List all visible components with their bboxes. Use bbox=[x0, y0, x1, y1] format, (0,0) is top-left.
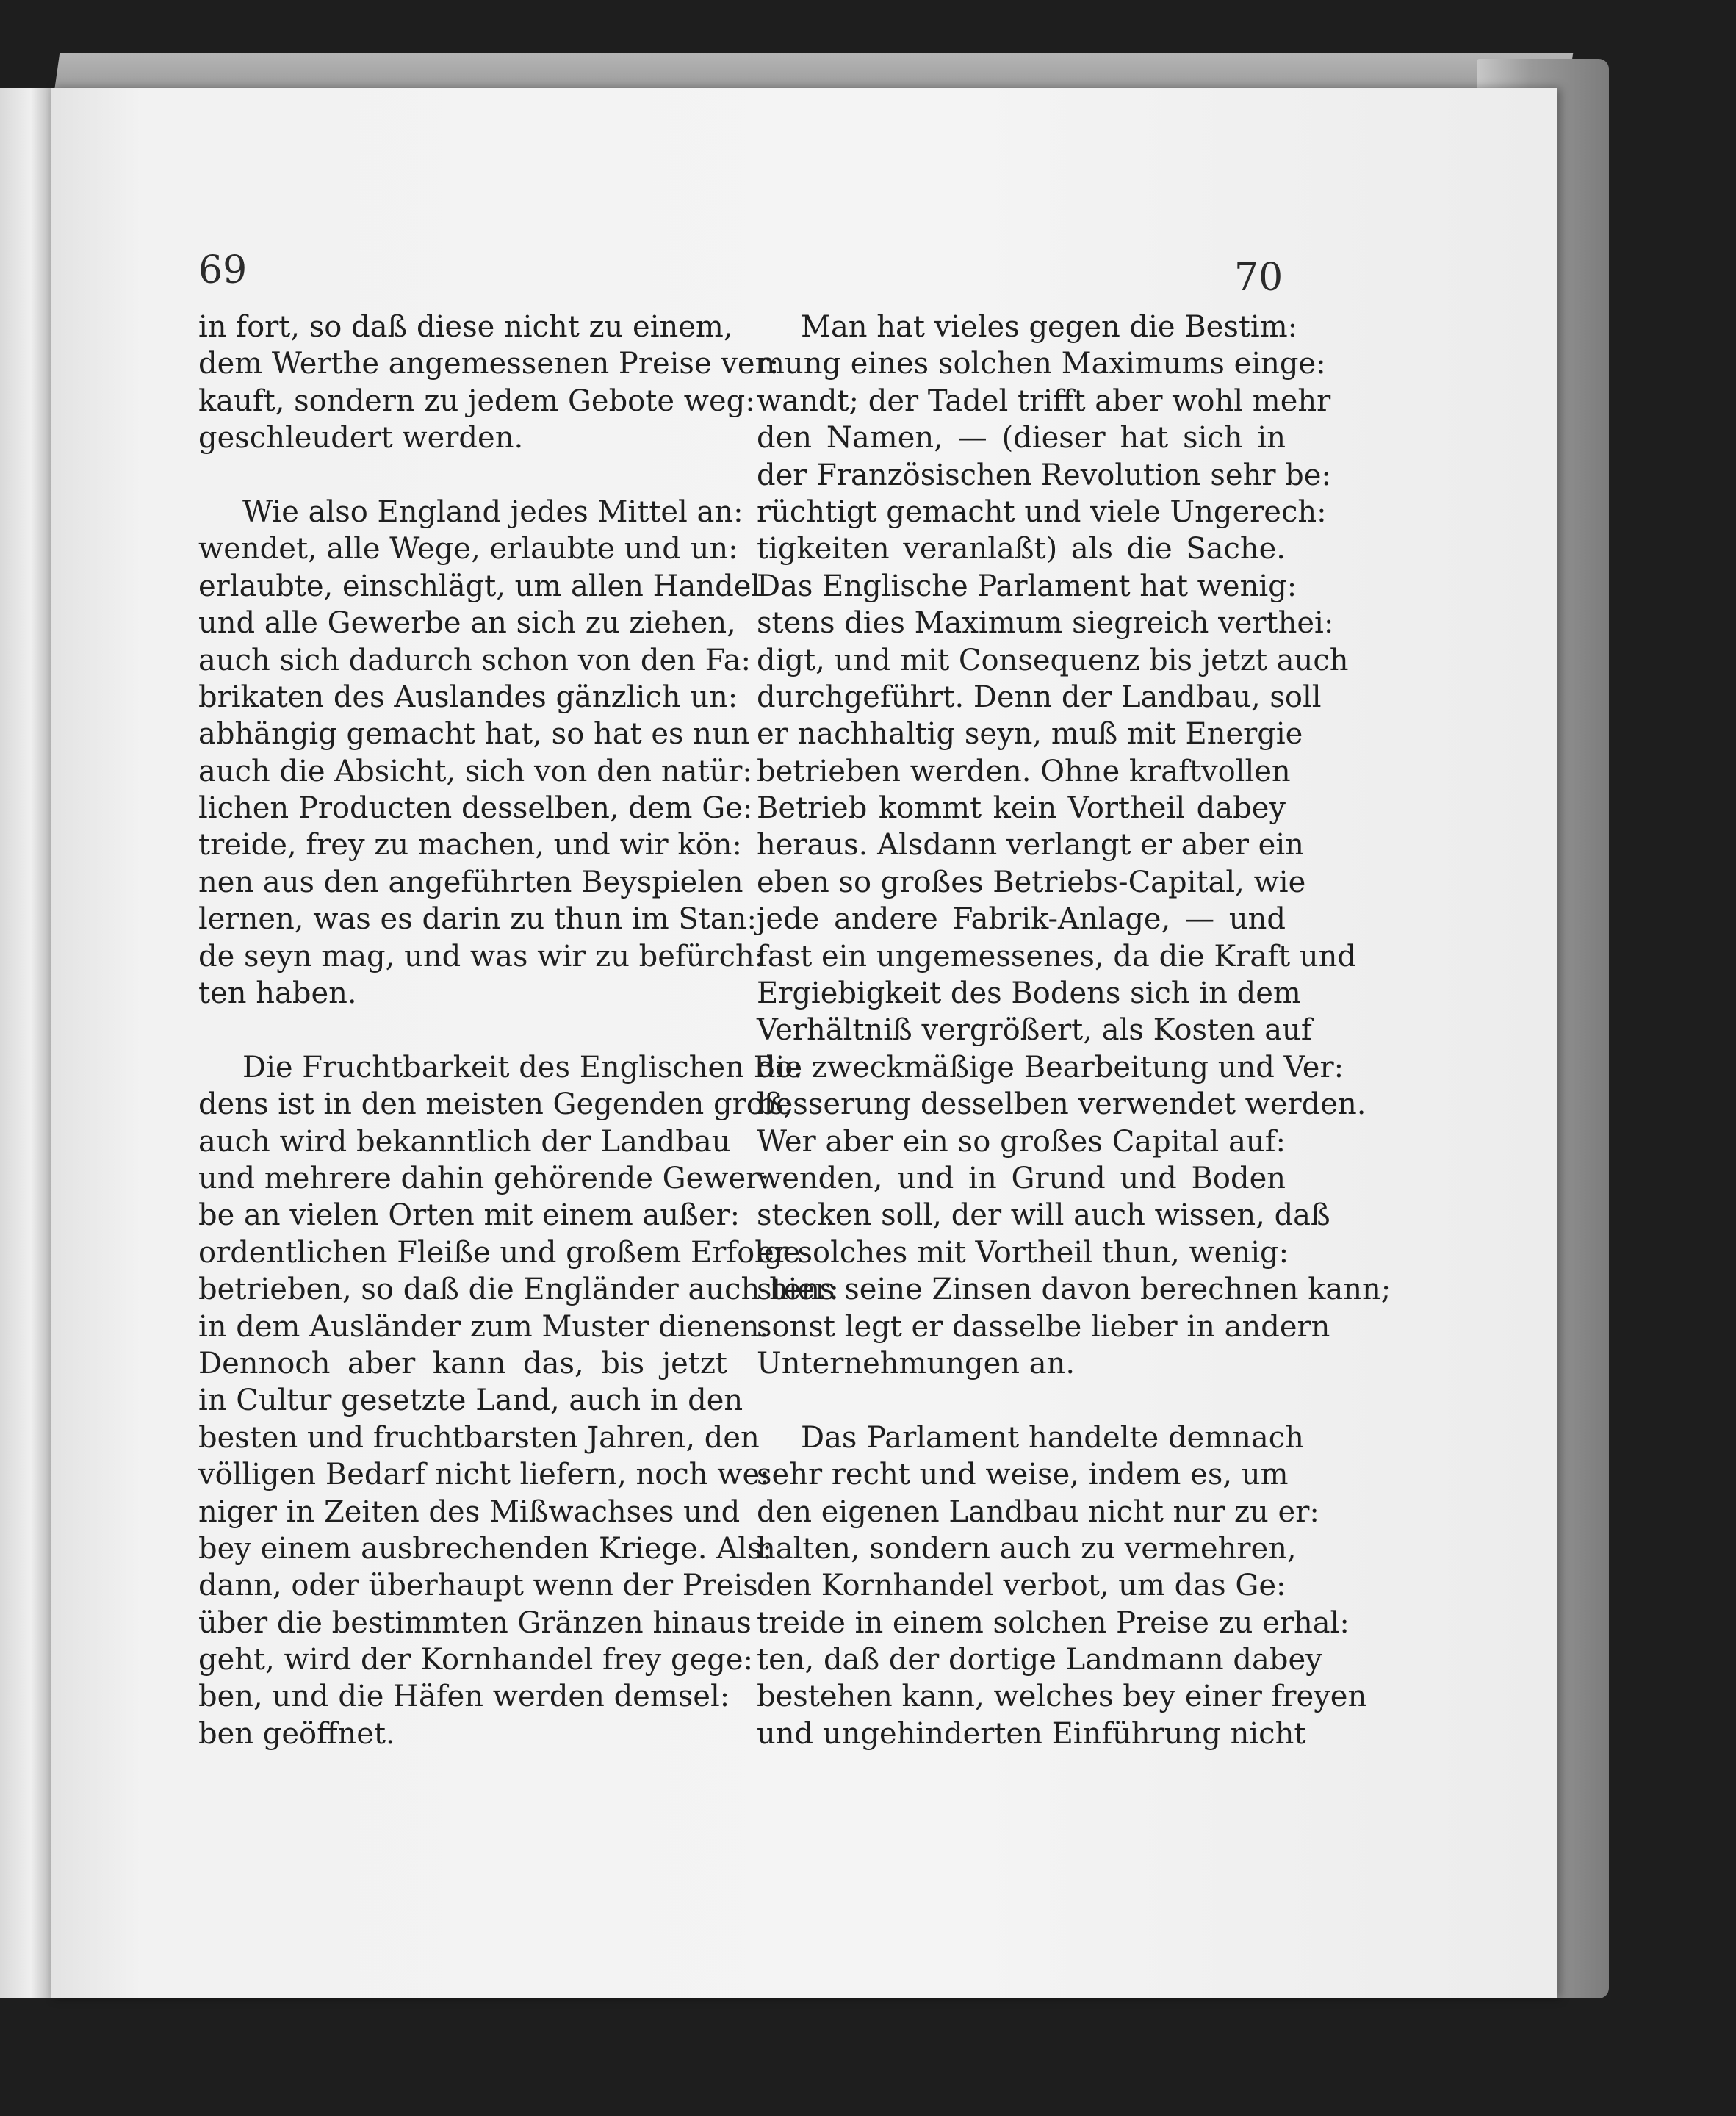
facing-page-edge bbox=[0, 88, 51, 1998]
text-line: rüchtigt gemacht und viele Ungerech: bbox=[757, 494, 1327, 529]
text-line: den eigenen Landbau nicht nur zu er: bbox=[757, 1494, 1319, 1529]
text-line: dann, oder überhaupt wenn der Preis bbox=[198, 1569, 758, 1603]
text-line: digt, und mit Consequenz bis jetzt auch bbox=[757, 643, 1349, 677]
text-line: de seyn mag, und was wir zu befürch: bbox=[198, 939, 765, 974]
text-line: tigkeiten veranlaßt) als die Sache. bbox=[757, 532, 1286, 566]
text-line: Das Parlament handelte demnach bbox=[801, 1420, 1304, 1455]
text-line: ordentlichen Fleiße und großem Erfolge bbox=[198, 1235, 801, 1270]
text-line: in fort, so daß diese nicht zu einem, bbox=[198, 310, 733, 344]
text-line: ten haben. bbox=[198, 976, 357, 1011]
text-line: in dem Ausländer zum Muster dienen. bbox=[198, 1309, 769, 1344]
text-line: Wer aber ein so großes Capital auf: bbox=[757, 1124, 1286, 1159]
text-line: mung eines solchen Maximums einge: bbox=[757, 347, 1326, 381]
paragraph-gap bbox=[757, 1382, 1286, 1419]
text-line: den Namen, — (dieser hat sich in bbox=[757, 421, 1286, 456]
text-line: Ergiebigkeit des Bodens sich in dem bbox=[757, 976, 1301, 1011]
text-line: stecken soll, der will auch wissen, daß bbox=[757, 1198, 1330, 1233]
text-line: auch sich dadurch schon von den Fa: bbox=[198, 643, 752, 677]
text-line: besten und fruchtbarsten Jahren, den bbox=[198, 1420, 760, 1455]
text-line: Verhältniß vergrößert, als Kosten auf bbox=[757, 1013, 1312, 1048]
text-line: jede andere Fabrik-Anlage, — und bbox=[757, 902, 1286, 937]
text-line: völligen Bedarf nicht liefern, noch we: bbox=[198, 1458, 770, 1492]
text-line: Man hat vieles gegen die Bestim: bbox=[801, 310, 1298, 344]
text-line: die zweckmäßige Bearbeitung und Ver: bbox=[757, 1050, 1344, 1084]
text-line: lernen, was es darin zu thun im Stan: bbox=[198, 902, 757, 937]
text-line: erlaubte, einschlägt, um allen Handel bbox=[198, 569, 761, 603]
paragraph-gap bbox=[198, 457, 727, 494]
text-line: niger in Zeiten des Mißwachses und bbox=[198, 1494, 741, 1529]
text-line: betrieben, so daß die Engländer auch hier: bbox=[198, 1273, 839, 1307]
text-line: der Französischen Revolution sehr be: bbox=[757, 458, 1331, 492]
text-line: in Cultur gesetzte Land, auch in den bbox=[198, 1383, 743, 1418]
text-line: bey einem ausbrechenden Kriege. Als: bbox=[198, 1531, 772, 1566]
text-line: Dennoch aber kann das, bis jetzt bbox=[198, 1346, 727, 1381]
text-line: stens seine Zinsen davon berechnen kann; bbox=[757, 1273, 1391, 1307]
text-line: abhängig gemacht hat, so hat es nun bbox=[198, 717, 750, 752]
text-line: kauft, sondern zu jedem Gebote weg: bbox=[198, 384, 755, 418]
left-column-text bbox=[198, 309, 839, 1752]
text-line: dens ist in den meisten Gegenden groß; bbox=[198, 1087, 793, 1122]
text-line: durchgeführt. Denn der Landbau, soll bbox=[757, 680, 1322, 714]
text-line: über die bestimmten Gränzen hinaus bbox=[198, 1605, 752, 1640]
text-line: Das Englische Parlament hat wenig: bbox=[757, 569, 1297, 603]
text-line: heraus. Alsdann verlangt er aber ein bbox=[757, 828, 1304, 863]
text-line: dem Werthe angemessenen Preise ver: bbox=[198, 347, 779, 381]
text-line: auch wird bekanntlich der Landbau bbox=[198, 1124, 731, 1159]
text-line: Betrieb kommt kein Vortheil dabey bbox=[757, 791, 1286, 826]
text-line: be an vielen Orten mit einem außer: bbox=[198, 1198, 741, 1233]
text-line: besserung desselben verwendet werden. bbox=[757, 1087, 1366, 1122]
text-line: ten, daß der dortige Landmann dabey bbox=[757, 1643, 1322, 1677]
text-line: wendet, alle Wege, erlaubte und un: bbox=[198, 532, 738, 566]
text-line: sehr recht und weise, indem es, um bbox=[757, 1458, 1289, 1492]
text-line: eben so großes Betriebs-Capital, wie bbox=[757, 865, 1306, 899]
text-line: ben geöffnet. bbox=[198, 1716, 395, 1751]
text-line: Die Fruchtbarkeit des Englischen Bo: bbox=[242, 1050, 803, 1084]
text-line: fast ein ungemessenes, da die Kraft und bbox=[757, 939, 1356, 974]
text-line: betrieben werden. Ohne kraftvollen bbox=[757, 754, 1291, 788]
text-line: treide in einem solchen Preise zu erhal: bbox=[757, 1605, 1350, 1640]
text-line: und alle Gewerbe an sich zu ziehen, bbox=[198, 606, 736, 641]
text-line: er nachhaltig seyn, muß mit Energie bbox=[757, 717, 1303, 752]
text-line: er solches mit Vortheil thun, wenig: bbox=[757, 1235, 1289, 1270]
text-line: den Kornhandel verbot, um das Ge: bbox=[757, 1569, 1286, 1603]
text-line: wenden, und in Grund und Boden bbox=[757, 1161, 1286, 1195]
text-line: lichen Producten desselben, dem Ge: bbox=[198, 791, 753, 826]
text-line: geschleudert werden. bbox=[198, 421, 524, 456]
text-line: treide, frey zu machen, und wir kön: bbox=[198, 828, 742, 863]
paragraph-gap bbox=[198, 1012, 727, 1048]
text-line: stens dies Maximum siegreich verthei: bbox=[757, 606, 1334, 641]
text-line: auch die Absicht, sich von den natür: bbox=[198, 754, 752, 788]
page-number-right: 70 bbox=[1234, 256, 1283, 300]
text-line: halten, sondern auch zu vermehren, bbox=[757, 1531, 1297, 1566]
text-line: Unternehmungen an. bbox=[757, 1346, 1076, 1381]
text-line: brikaten des Auslandes gänzlich un: bbox=[198, 680, 738, 714]
text-line: bestehen kann, welches bey einer freyen bbox=[757, 1680, 1367, 1714]
text-line: und mehrere dahin gehörende Gewer: bbox=[198, 1161, 770, 1195]
text-line: ben, und die Häfen werden demsel: bbox=[198, 1680, 730, 1714]
text-line: wandt; der Tadel trifft aber wohl mehr bbox=[757, 384, 1331, 418]
text-line: und ungehinderten Einführung nicht bbox=[757, 1716, 1306, 1751]
text-line: sonst legt er dasselbe lieber in andern bbox=[757, 1309, 1330, 1344]
text-line: nen aus den angeführten Beyspielen bbox=[198, 865, 743, 899]
page-number-left: 69 bbox=[198, 248, 248, 292]
text-line: Wie also England jedes Mittel an: bbox=[242, 494, 743, 529]
book-page bbox=[51, 88, 1557, 1998]
right-column-text bbox=[757, 309, 1391, 1752]
text-line: geht, wird der Kornhandel frey gege: bbox=[198, 1643, 753, 1677]
